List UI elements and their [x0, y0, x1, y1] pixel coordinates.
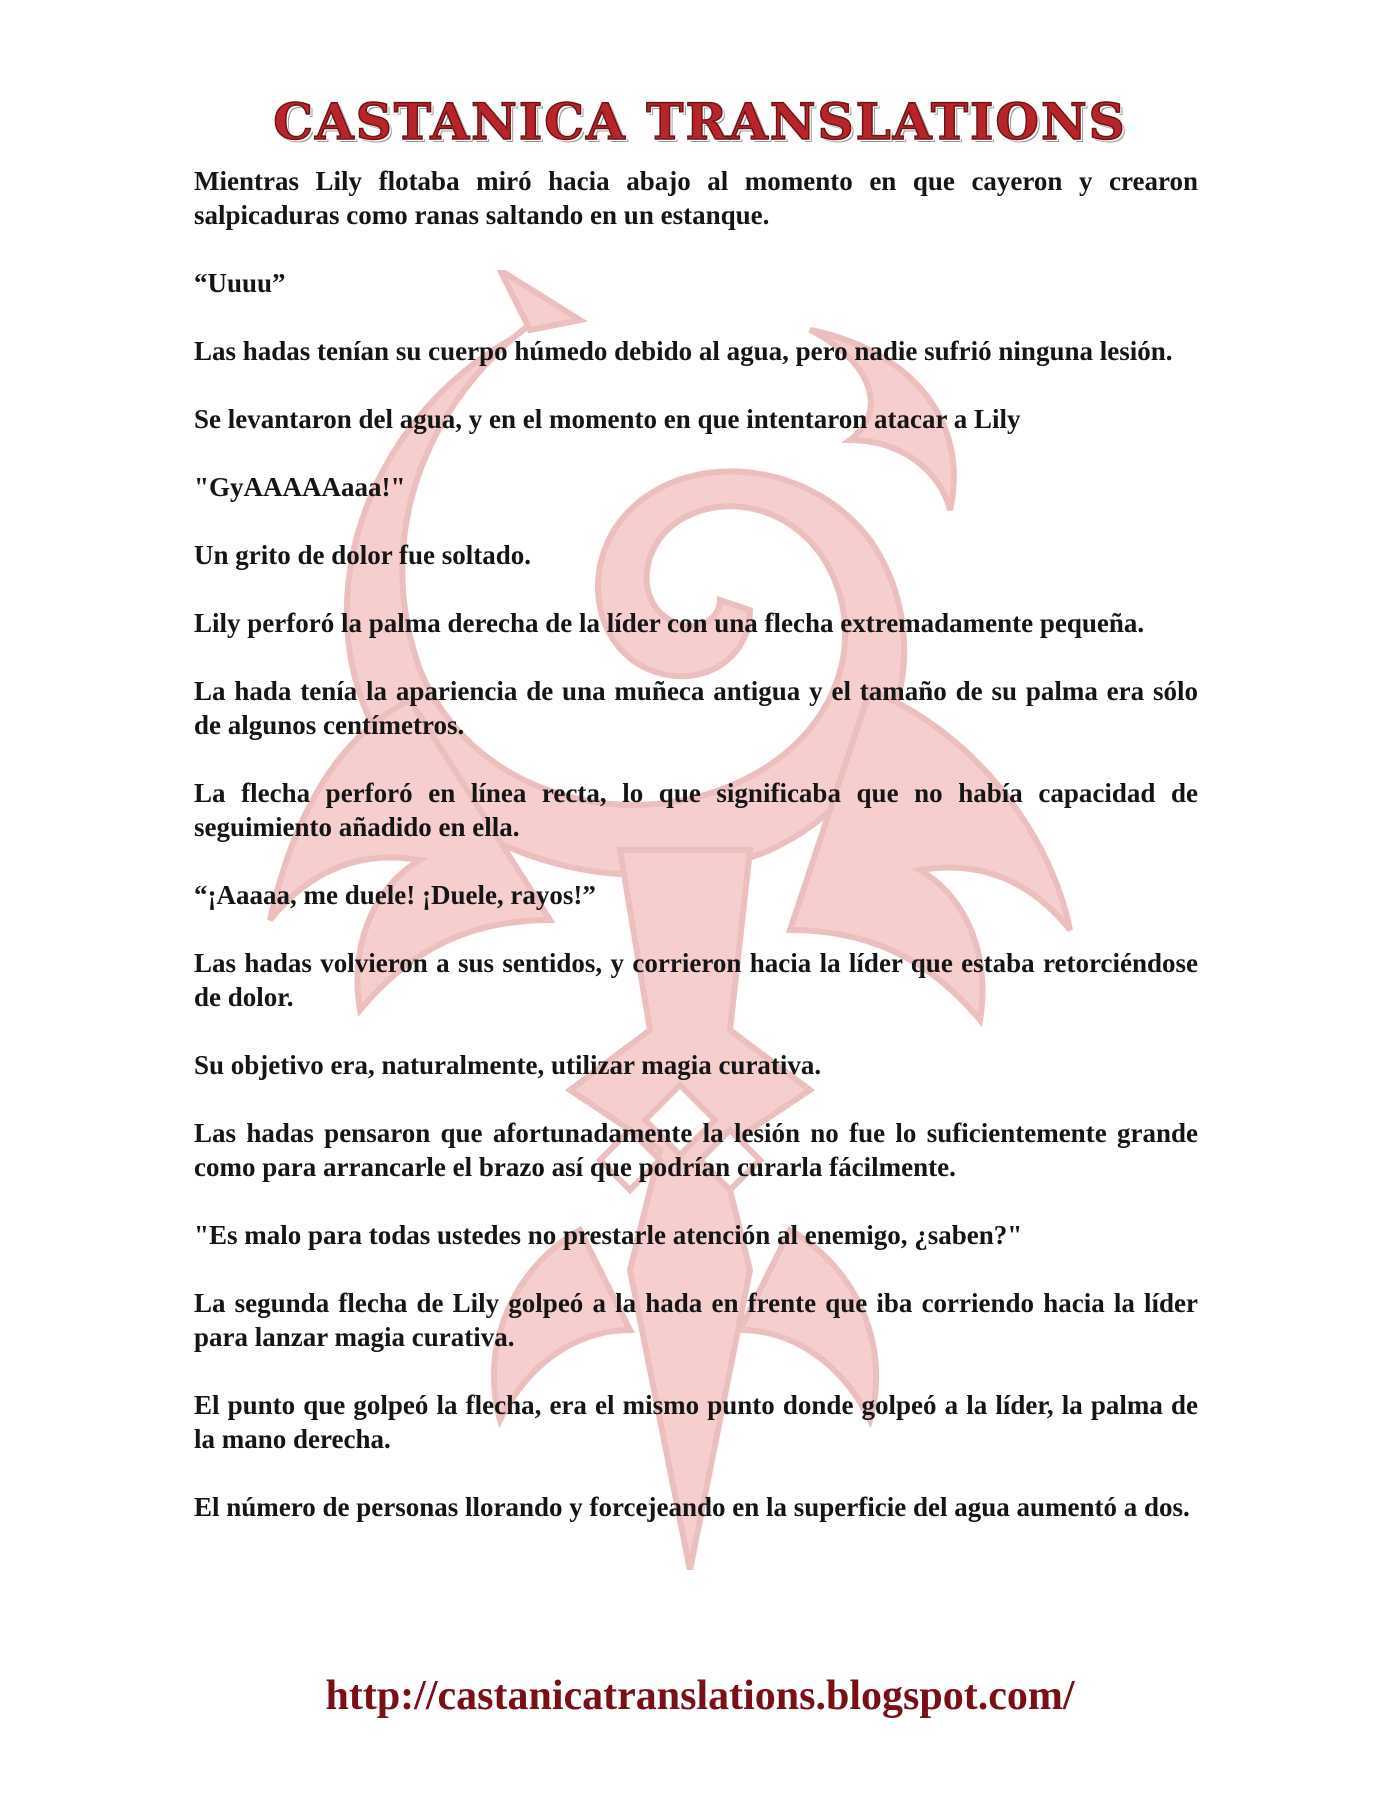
document-body: [194, 164, 1198, 1524]
paragraph: El número de personas llorando y forcejeando en la superficie del agua aumentó a dos.: [194, 1492, 1190, 1522]
paragraph: "GyAAAAAaaa!": [194, 472, 406, 502]
paragraph: La hada tenía la apariencia de una muñeca antigua y el tamaño de su palma era sólo de algunos centímetros.: [194, 676, 1198, 740]
paragraph: “Uuuu”: [194, 268, 286, 298]
paragraph: “¡Aaaaa, me duele! ¡Duele, rayos!”: [194, 880, 596, 910]
paragraph: Un grito de dolor fue soltado.: [194, 540, 532, 570]
paragraph: Las hadas pensaron que afortunadamente la lesión no fue lo suficientemente grande como para arrancarle el brazo así que podrían curarla fácilmente.: [194, 1118, 1198, 1182]
footer-url-link[interactable]: http://castanicatranslations.blogspot.com/: [325, 1673, 1075, 1719]
page-title: CASTANICA TRANSLATIONS: [273, 92, 1127, 151]
paragraph: La segunda flecha de Lily golpeó a la hada en frente que iba corriendo hacia la líder para lanzar magia curativa.: [194, 1288, 1198, 1352]
paragraph: "Es malo para todas ustedes no prestarle atención al enemigo, ¿saben?": [194, 1220, 1023, 1250]
paragraph: La flecha perforó en línea recta, lo que significaba que no había capacidad de seguimiento añadido en ella.: [194, 778, 1198, 842]
paragraph: El punto que golpeó la flecha, era el mismo punto donde golpeó a la líder, la palma de la mano derecha.: [194, 1390, 1198, 1454]
paragraph: Se levantaron del agua, y en el momento en que intentaron atacar a Lily: [194, 404, 1021, 434]
paragraph: Su objetivo era, naturalmente, utilizar magia curativa.: [194, 1050, 822, 1080]
paragraph: Las hadas volvieron a sus sentidos, y corrieron hacia la líder que estaba retorciéndose de dolor.: [194, 948, 1198, 1012]
paragraph: Lily perforó la palma derecha de la líder con una flecha extremadamente pequeña.: [194, 608, 1145, 638]
paragraph: Mientras Lily flotaba miró hacia abajo al momento en que cayeron y crearon salpicaduras como ranas saltando en un estanque.: [194, 166, 1198, 230]
paragraph: Las hadas tenían su cuerpo húmedo debido al agua, pero nadie sufrió ninguna lesión.: [194, 336, 1173, 366]
